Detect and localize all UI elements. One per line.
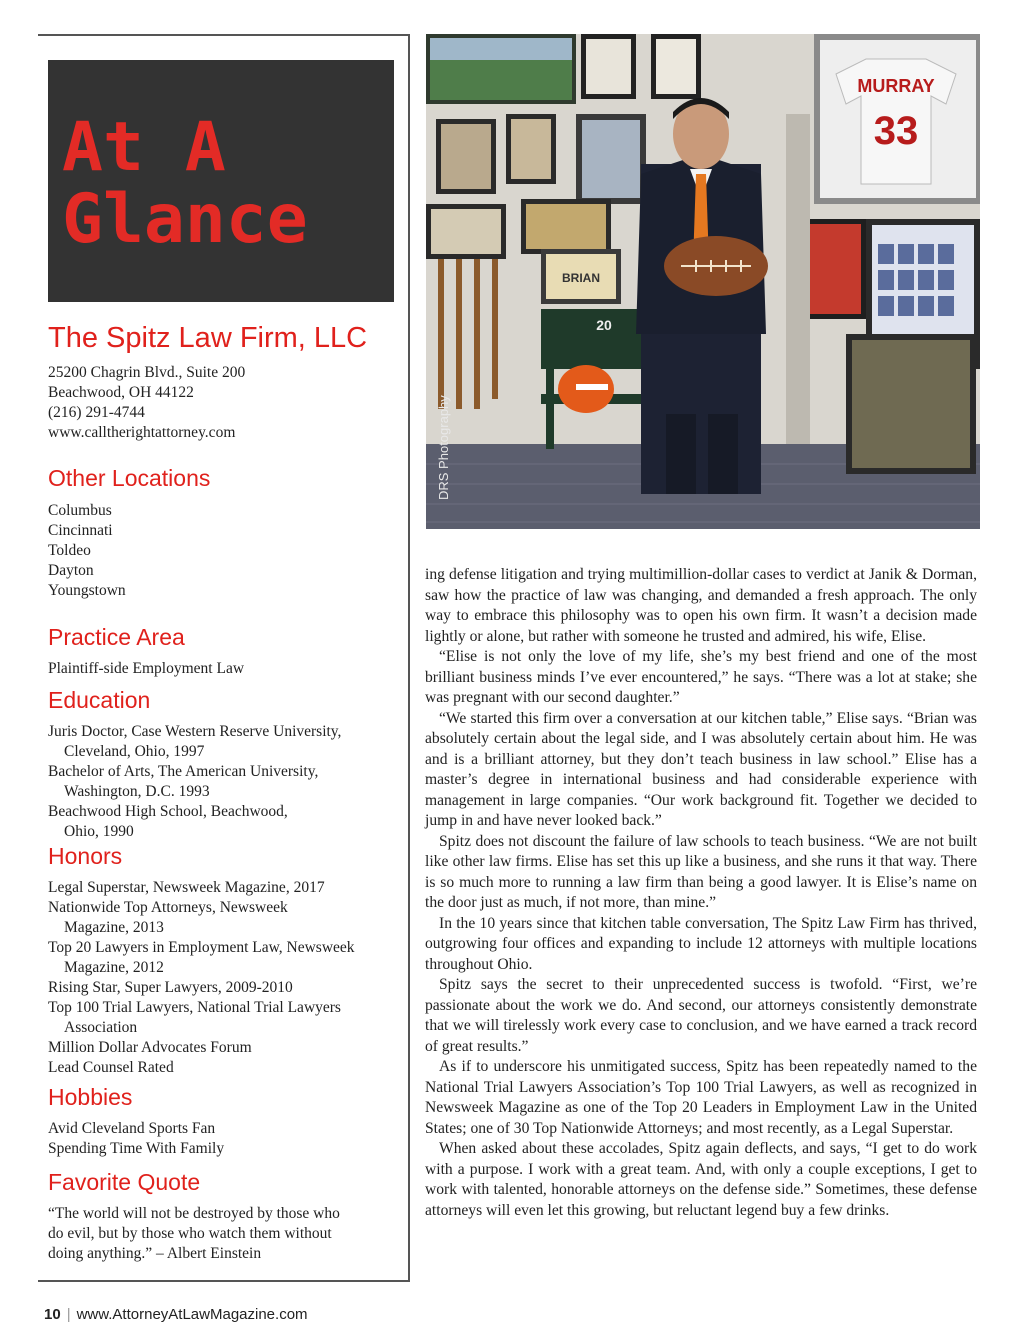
address-street: 25200 Chagrin Blvd., Suite 200 [48,364,246,381]
list-item: Top 20 Lawyers in Employment Law, Newsweek [48,939,355,956]
article-paragraph: As if to underscore his unmitigated success, Spitz has been repeatedly named to the National Trial Lawyers Association’s Top 100 Trial Lawyers, as well as recognized in Newsweek Magazine as one of the Top 20 Leaders in Employment Law in the United States; one of 30 Top Nationwide Attorneys; and most recently, as a Legal Superstar. [425,1058,977,1137]
jersey-name: MURRAY [857,76,935,96]
article-body [425,565,977,1221]
list-item: Association [64,1019,138,1036]
photo-credit: DRS Photography [436,395,451,500]
list-item: Columbus [48,502,112,519]
honors-heading: Honors [48,843,123,869]
list-item: Toldeo [48,542,91,559]
article-paragraph: In the 10 years since that kitchen table conversation, The Spitz Law Firm has thrived, outgrowing four offices and expanding to include 12 attorneys with multiple locations throughout Ohio. [425,914,977,973]
article-paragraph: Spitz says the secret to their unprecedented success is twofold. “First, we’re passionate about the work we do. And second, our attorneys consistently demonstrate that we will tirelessly work every case to conclusion, and we have earned a track record of great results.” [425,976,977,1055]
article-paragraph: ing defense litigation and trying multimillion-dollar cases to verdict at Janik & Dorman, saw how the practice of law was changing, and demanded a fresh approach. The only way to embrace this philosophy was to open his own firm. It wasn’t a decision made lightly or alone, but rather with someone he trusted and admired, his wife, Elise. [425,566,977,645]
education-list [48,722,398,842]
banner-line-2: Glance [62,180,308,259]
portrait-photo [426,34,980,529]
quote-line: “The world will not be destroyed by those who [48,1205,340,1222]
firm-name: The Spitz Law Firm, LLC [48,322,368,354]
hobbies-list [48,1119,398,1159]
website-link[interactable]: www.calltherightattorney.com [48,424,236,441]
jersey-number: 33 [873,109,919,153]
article-paragraph: When asked about these accolades, Spitz again deflects, and says, “I get to do work with a purpose. I work with a great team. And, with only a couple exceptions, I get to work with talented, honorable attorneys on the defense side.” Sometimes, these defense attorneys will even let this growing, but reluctant legend buy a few drinks. [425,1140,977,1219]
list-item: Juris Doctor, Case Western Reserve University, [48,723,342,740]
sign-text: BRIAN [562,271,600,285]
list-item: Cincinnati [48,522,113,539]
locations-list [48,501,398,601]
list-item: Avid Cleveland Sports Fan [48,1120,216,1137]
list-item: Top 100 Trial Lawyers, National Trial Lawyers [48,999,341,1016]
list-item: Dayton [48,562,94,579]
list-item: Spending Time With Family [48,1140,225,1157]
firm-address [48,363,398,443]
list-item: Youngstown [48,582,126,599]
list-item: Plaintiff-side Employment Law [48,660,245,677]
list-item: Ohio, 1990 [64,823,134,840]
list-item: Legal Superstar, Newsweek Magazine, 2017 [48,879,325,896]
list-item: Nationwide Top Attorneys, Newsweek [48,899,288,916]
list-item: Beachwood High School, Beachwood, [48,803,288,820]
article-paragraph: Spitz does not discount the failure of law schools to teach business. “We are not built like other law firms. Elise has set this up like a business, and she runs it that way. There is so much more to running a law firm than being a good lawyer. It is Elise’s name on the door just as much, if not more, than mine.” [425,832,977,911]
list-item: Lead Counsel Rated [48,1059,174,1076]
locations-heading: Other Locations [48,465,211,491]
banner-line-1: At A [62,108,226,187]
footer-separator: | [66,1306,71,1323]
at-a-glance-sidebar [38,34,410,1282]
list-item: Bachelor of Arts, The American University, [48,763,319,780]
bench-number: 20 [596,317,612,333]
list-item: Cleveland, Ohio, 1997 [64,743,205,760]
list-item: Washington, D.C. 1993 [64,783,210,800]
favorite-quote [48,1204,398,1264]
office-scene-illustration [426,34,980,529]
honors-list [48,878,398,1078]
list-item: Magazine, 2012 [64,959,164,976]
education-heading: Education [48,687,151,713]
list-item: Rising Star, Super Lawyers, 2009-2010 [48,979,293,996]
banner-title [62,108,308,259]
practice-heading: Practice Area [48,624,185,650]
quote-line: do evil, but by those who watch them without [48,1225,332,1242]
page-number: 10 [44,1306,61,1323]
practice-list [48,659,398,679]
article-paragraph: “Elise is not only the love of my life, she’s my best friend and one of the most brilliant business minds I’ve ever encountered,” he says. “There was a lot at stake; she was pregnant with our second daughter.” [425,648,977,706]
hobbies-heading: Hobbies [48,1084,133,1110]
at-a-glance-banner [48,60,394,302]
quote-heading: Favorite Quote [48,1169,201,1195]
magazine-website-link[interactable]: www.AttorneyAtLawMagazine.com [76,1306,308,1323]
address-city: Beachwood, OH 44122 [48,384,194,401]
page-footer [44,1306,308,1323]
quote-line: doing anything.” – Albert Einstein [48,1245,262,1262]
article-paragraph: “We started this firm over a conversation at our kitchen table,” Elise says. “Brian was absolutely certain about the legal side, and I was absolutely certain about him. He was and is a brilliant attorney, but they don’t teach business in law school.” Elise has a master’s degree in international business and had considerable experience with management in large companies. “Our work background fit. Together we decided to jump in and have never looked back.” [425,709,977,829]
phone-number: (216) 291-4744 [48,404,145,421]
list-item: Million Dollar Advocates Forum [48,1039,252,1056]
list-item: Magazine, 2013 [64,919,164,936]
